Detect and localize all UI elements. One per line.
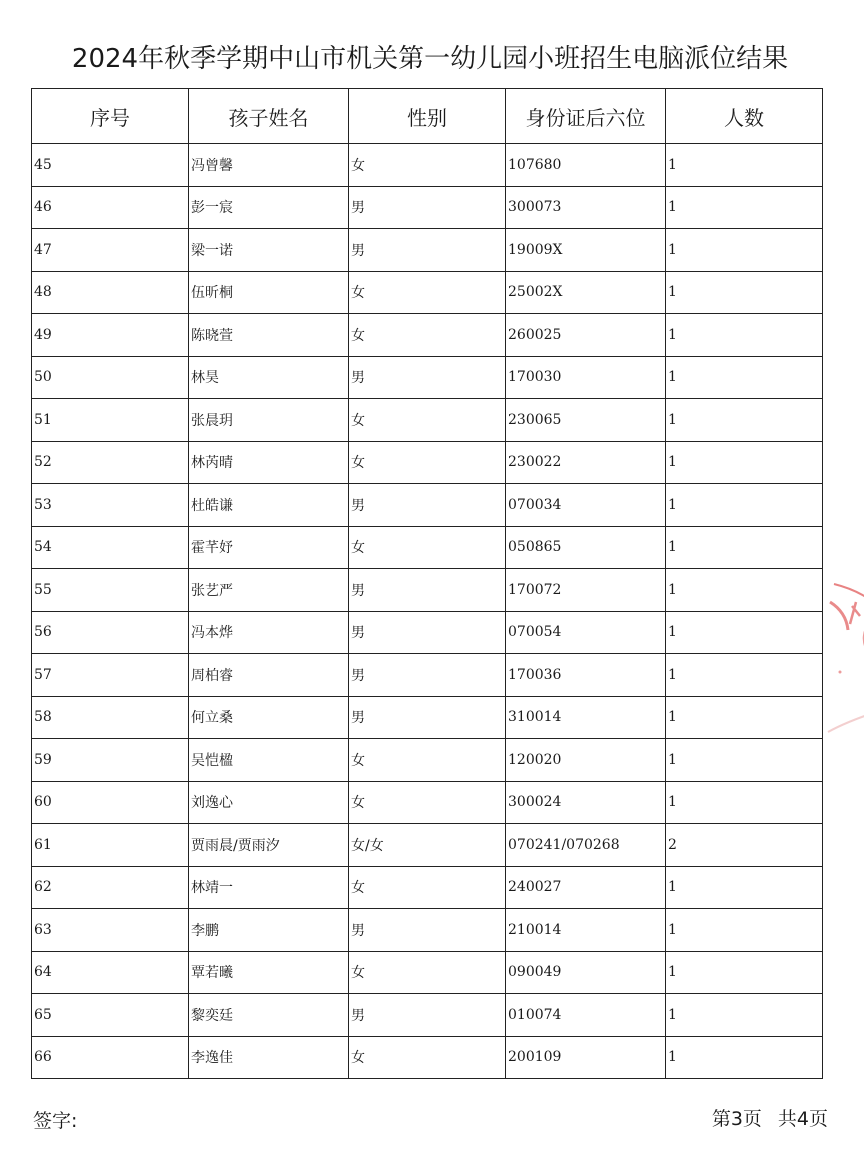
cell-count: 1 (666, 739, 823, 782)
cell-id-suffix: 25002X (506, 271, 666, 314)
cell-gender: 女 (349, 271, 506, 314)
cell-id-suffix: 300024 (506, 781, 666, 824)
cell-child-name: 李逸佳 (189, 1036, 349, 1079)
cell-gender: 女 (349, 441, 506, 484)
cell-index: 61 (32, 824, 189, 867)
total-pages-text: 共4页 (777, 1108, 828, 1130)
enrollment-table (31, 88, 823, 1079)
cell-child-name: 杜皓谦 (189, 484, 349, 527)
cell-index: 51 (32, 399, 189, 442)
cell-id-suffix: 240027 (506, 866, 666, 909)
cell-index: 46 (32, 186, 189, 229)
cell-child-name: 吴恺楹 (189, 739, 349, 782)
cell-id-suffix: 120020 (506, 739, 666, 782)
cell-gender: 女 (349, 781, 506, 824)
page-title: 2024年秋季学期中山市机关第一幼儿园小班招生电脑派位结果 (71, 44, 789, 74)
cell-count: 1 (666, 569, 823, 612)
cell-id-suffix: 090049 (506, 951, 666, 994)
cell-index: 48 (32, 271, 189, 314)
cell-index: 54 (32, 526, 189, 569)
table-row (32, 951, 823, 994)
cell-child-name: 周柏睿 (189, 654, 349, 697)
cell-count: 1 (666, 1036, 823, 1079)
cell-count: 1 (666, 314, 823, 357)
cell-count: 1 (666, 271, 823, 314)
cell-gender: 女 (349, 314, 506, 357)
cell-child-name: 陈晓萱 (189, 314, 349, 357)
column-header-index: 序号 (32, 89, 189, 144)
cell-index: 63 (32, 909, 189, 952)
cell-child-name: 林芮晴 (189, 441, 349, 484)
table-row (32, 909, 823, 952)
cell-gender: 男 (349, 356, 506, 399)
cell-gender: 男 (349, 654, 506, 697)
cell-count: 1 (666, 144, 823, 187)
table-row (32, 356, 823, 399)
cell-gender: 女 (349, 144, 506, 187)
cell-child-name: 刘逸心 (189, 781, 349, 824)
cell-count: 1 (666, 526, 823, 569)
cell-id-suffix: 107680 (506, 144, 666, 187)
cell-id-suffix: 170030 (506, 356, 666, 399)
cell-count: 2 (666, 824, 823, 867)
cell-count: 1 (666, 951, 823, 994)
table-row (32, 781, 823, 824)
cell-index: 66 (32, 1036, 189, 1079)
cell-child-name: 伍昕桐 (189, 271, 349, 314)
cell-gender: 女 (349, 866, 506, 909)
cell-count: 1 (666, 399, 823, 442)
cell-index: 52 (32, 441, 189, 484)
cell-count: 1 (666, 611, 823, 654)
table-row (32, 526, 823, 569)
column-header-name: 孩子姓名 (189, 89, 349, 144)
table-row (32, 314, 823, 357)
column-header-gender: 性别 (349, 89, 506, 144)
cell-id-suffix: 170072 (506, 569, 666, 612)
table-row (32, 229, 823, 272)
table-row (32, 186, 823, 229)
cell-id-suffix: 070241/070268 (506, 824, 666, 867)
column-header-count: 人数 (666, 89, 823, 144)
cell-gender: 男 (349, 484, 506, 527)
cell-index: 55 (32, 569, 189, 612)
cell-child-name: 林靖一 (189, 866, 349, 909)
table-row (32, 739, 823, 782)
cell-child-name: 张艺严 (189, 569, 349, 612)
cell-child-name: 李鹏 (189, 909, 349, 952)
cell-count: 1 (666, 866, 823, 909)
cell-gender: 男 (349, 569, 506, 612)
cell-id-suffix: 230065 (506, 399, 666, 442)
table-body (32, 144, 823, 1079)
cell-gender: 男 (349, 994, 506, 1037)
cell-index: 62 (32, 866, 189, 909)
cell-count: 1 (666, 696, 823, 739)
table-row (32, 824, 823, 867)
cell-index: 58 (32, 696, 189, 739)
cell-gender: 男 (349, 696, 506, 739)
cell-count: 1 (666, 781, 823, 824)
cell-id-suffix: 300073 (506, 186, 666, 229)
cell-gender: 女 (349, 399, 506, 442)
current-page-text: 第3页 (711, 1108, 762, 1130)
table-row (32, 569, 823, 612)
signature-label: 签字: (33, 1110, 78, 1132)
table-row (32, 866, 823, 909)
cell-count: 1 (666, 186, 823, 229)
cell-gender: 女 (349, 951, 506, 994)
cell-id-suffix: 170036 (506, 654, 666, 697)
cell-id-suffix: 310014 (506, 696, 666, 739)
cell-id-suffix: 050865 (506, 526, 666, 569)
cell-child-name: 黎奕廷 (189, 994, 349, 1037)
cell-child-name: 贾雨晨/贾雨汐 (189, 824, 349, 867)
table-row (32, 654, 823, 697)
table-row (32, 994, 823, 1037)
official-seal-stamp (826, 572, 864, 752)
cell-id-suffix: 070034 (506, 484, 666, 527)
cell-count: 1 (666, 654, 823, 697)
cell-child-name: 张晨玥 (189, 399, 349, 442)
cell-gender: 女 (349, 739, 506, 782)
table-header-row (32, 89, 823, 144)
cell-index: 65 (32, 994, 189, 1037)
cell-index: 60 (32, 781, 189, 824)
cell-count: 1 (666, 909, 823, 952)
cell-gender: 女/女 (349, 824, 506, 867)
cell-child-name: 何立桑 (189, 696, 349, 739)
cell-id-suffix: 200109 (506, 1036, 666, 1079)
cell-id-suffix: 230022 (506, 441, 666, 484)
cell-gender: 女 (349, 1036, 506, 1079)
table-row (32, 611, 823, 654)
table-row (32, 271, 823, 314)
cell-count: 1 (666, 356, 823, 399)
cell-index: 45 (32, 144, 189, 187)
cell-child-name: 冯本烨 (189, 611, 349, 654)
table-row (32, 399, 823, 442)
cell-gender: 男 (349, 229, 506, 272)
cell-gender: 女 (349, 526, 506, 569)
column-header-id-suffix: 身份证后六位 (506, 89, 666, 144)
cell-index: 50 (32, 356, 189, 399)
cell-count: 1 (666, 441, 823, 484)
cell-gender: 男 (349, 909, 506, 952)
cell-index: 49 (32, 314, 189, 357)
cell-index: 53 (32, 484, 189, 527)
cell-index: 57 (32, 654, 189, 697)
cell-id-suffix: 19009X (506, 229, 666, 272)
cell-child-name: 霍芊妤 (189, 526, 349, 569)
cell-child-name: 林昊 (189, 356, 349, 399)
cell-child-name: 冯曾馨 (189, 144, 349, 187)
cell-id-suffix: 260025 (506, 314, 666, 357)
cell-child-name: 覃若曦 (189, 951, 349, 994)
table-row (32, 441, 823, 484)
cell-id-suffix: 210014 (506, 909, 666, 952)
table-row (32, 1036, 823, 1079)
cell-gender: 男 (349, 611, 506, 654)
cell-index: 64 (32, 951, 189, 994)
table-row (32, 696, 823, 739)
cell-count: 1 (666, 994, 823, 1037)
table-row (32, 144, 823, 187)
page-indicator (712, 1104, 828, 1131)
cell-id-suffix: 010074 (506, 994, 666, 1037)
cell-child-name: 梁一诺 (189, 229, 349, 272)
cell-id-suffix: 070054 (506, 611, 666, 654)
cell-gender: 男 (349, 186, 506, 229)
cell-count: 1 (666, 484, 823, 527)
cell-index: 56 (32, 611, 189, 654)
table-row (32, 484, 823, 527)
cell-count: 1 (666, 229, 823, 272)
cell-child-name: 彭一宸 (189, 186, 349, 229)
cell-index: 47 (32, 229, 189, 272)
cell-index: 59 (32, 739, 189, 782)
